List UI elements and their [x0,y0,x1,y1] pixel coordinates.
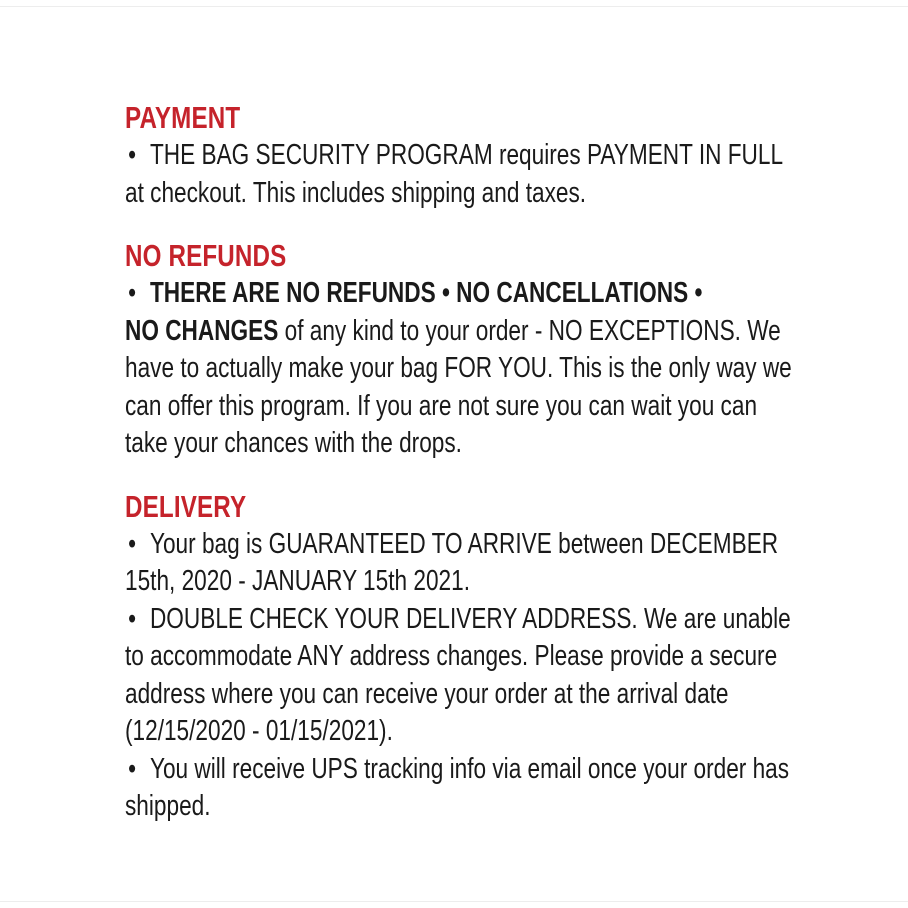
text-line [125,638,778,676]
text-segment: to accommodate ANY address changes. Please provide a secure [125,640,778,672]
text-segment-bold: NO CHANGES [125,314,279,347]
text-line [125,350,792,388]
bullet-point-icon: • [128,139,137,171]
text-line [125,601,791,639]
text-segment: at checkout. This includes shipping and taxes. [125,176,587,209]
text-segment: take your chances with the drops. [125,427,462,459]
text-segment: DOUBLE CHECK YOUR DELIVERY ADDRESS. We are unable [149,602,791,635]
bullet-point-icon: • [128,527,137,560]
text-line [125,788,671,826]
terms-text-block [125,98,825,850]
section-no-refunds [125,236,825,463]
text-segment: address where you can receive your order at the arrival date [125,677,729,710]
text-line [125,563,671,601]
section-heading-payment: PAYMENT [125,100,241,135]
text-line [125,313,781,351]
text-line [125,275,703,313]
text-line [125,388,758,426]
text-line [125,676,729,714]
text-segment: Your bag is GUARANTEED TO ARRIVE between DECEMBER [149,527,779,560]
top-border-line [0,6,908,7]
text-line [125,713,671,751]
bullet-point-icon: • [128,752,137,785]
bottom-border-line [0,901,908,902]
bullet-point-icon: • [128,277,137,309]
section-payment [125,98,825,212]
text-line [125,175,671,213]
section-heading-no-refunds: NO REFUNDS [125,238,287,273]
section-delivery [125,487,825,826]
text-line [125,137,784,175]
bullet-point-icon: • [128,602,137,635]
text-segment: You will receive UPS tracking info via email once your order has [149,752,790,785]
text-segment: of any kind to your order - NO EXCEPTIONS. We [278,314,781,347]
text-segment: have to actually make your bag FOR YOU. This is the only way we [125,352,792,384]
text-segment: shipped. [125,790,211,822]
text-line [125,425,671,463]
section-heading-delivery: DELIVERY [125,488,247,524]
text-line [125,526,779,564]
text-segment-bold: THERE ARE NO REFUNDS • NO CANCELLATIONS • [149,277,703,309]
text-segment: (12/15/2020 - 01/15/2021). [125,715,393,747]
text-segment: can offer this program. If you are not sure you can wait you can [125,389,758,422]
text-segment: 15th, 2020 - JANUARY 15th 2021. [125,565,470,597]
text-segment: THE BAG SECURITY PROGRAM requires PAYMENT IN FULL [149,139,784,171]
text-line [125,751,790,789]
